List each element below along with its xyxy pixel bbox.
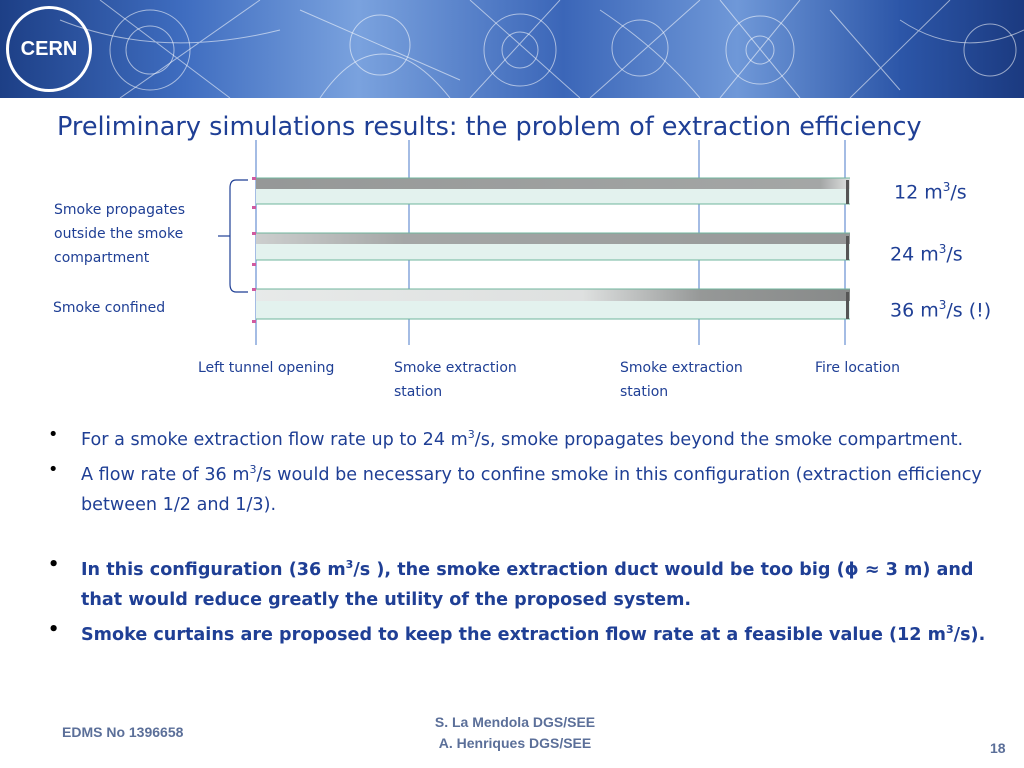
bullet-list <box>48 420 988 649</box>
bullet-4-text-b: /s). <box>953 624 986 645</box>
particle-tracks-image <box>0 0 1024 98</box>
cern-logo-text: CERN <box>20 37 78 60</box>
smoke-propagates-line-2: outside the smoke <box>54 226 184 242</box>
smoke-extraction-station-1-label <box>394 356 517 404</box>
bullet-3-text-a: In this configuration (36 m <box>81 559 346 580</box>
bullet-item-2 <box>48 455 988 520</box>
bullet-3-exponent: 3 <box>345 557 354 571</box>
station-1-line-1: Smoke extraction <box>394 360 517 376</box>
flow-rate-36 <box>890 298 991 321</box>
flow-rate-36-exponent: 3 <box>938 298 947 312</box>
flow-rate-12-exponent: 3 <box>942 180 951 194</box>
bracket-connector <box>210 176 260 296</box>
left-tunnel-opening-label: Left tunnel opening <box>198 360 335 376</box>
header-banner <box>0 0 1024 98</box>
cern-logo <box>6 6 92 92</box>
bullet-1-text-a: For a smoke extraction flow rate up to 24 m <box>81 429 468 450</box>
bullet-dot-icon: • <box>48 619 60 640</box>
bullet-1-text-b: /s, smoke propagates beyond the smoke compartment. <box>474 429 964 450</box>
flow-rate-24 <box>890 242 963 265</box>
station-2-line-2: station <box>620 384 669 400</box>
smoke-confined-label: Smoke confined <box>53 300 166 316</box>
smoke-propagates-line-3: compartment <box>54 250 150 266</box>
flow-rate-12-unit: /s <box>950 181 967 204</box>
bullet-dot-icon: • <box>48 425 59 445</box>
smoke-propagates-line-1: Smoke propagates <box>54 202 185 218</box>
station-2-line-1: Smoke extraction <box>620 360 743 376</box>
bullet-dot-icon: • <box>48 459 59 480</box>
bullet-2-text-b: /s would be necessary to confine smoke in this configuration (extraction efficiency between 1/2 and 1/3). <box>81 464 982 515</box>
station-1-line-2: station <box>394 384 443 400</box>
footer-author-1: S. La Mendola DGS/SEE <box>434 714 596 730</box>
bullet-4-text-a: Smoke curtains are proposed to keep the extraction flow rate at a feasible value (12 m <box>81 624 946 645</box>
bullet-item-1 <box>48 420 988 455</box>
flow-rate-24-exponent: 3 <box>938 242 947 256</box>
flow-rate-12 <box>894 180 967 203</box>
bullet-1-exponent: 3 <box>467 428 475 441</box>
bullet-item-4 <box>48 615 988 650</box>
flow-rate-36-unit: /s (!) <box>946 299 992 322</box>
bullet-3-text-b: /s ), the smoke extraction duct would be too big (ϕ ≈ 3 m) and that would reduce greatly the utility of the proposed system. <box>81 559 974 610</box>
footer-authors <box>400 712 630 754</box>
smoke-propagates-label <box>54 198 185 270</box>
flow-rate-24-value: 24 m <box>890 243 939 266</box>
smoke-extraction-station-2-label <box>620 356 743 404</box>
footer-page-number: 18 <box>990 740 1006 756</box>
bullet-2-exponent: 3 <box>249 462 257 476</box>
flow-rate-12-value: 12 m <box>894 181 943 204</box>
flow-rate-36-value: 36 m <box>890 299 939 322</box>
bullet-2-text-a: A flow rate of 36 m <box>81 464 250 485</box>
page-title: Preliminary simulations results: the problem of extraction efficiency <box>57 112 922 142</box>
fire-location-label: Fire location <box>815 360 900 376</box>
bullet-item-3 <box>48 550 988 615</box>
bullet-4-exponent: 3 <box>946 622 954 636</box>
flow-rate-24-unit: /s <box>946 243 963 266</box>
footer-author-2: A. Henriques DGS/SEE <box>438 735 592 751</box>
bullet-dot-icon: • <box>48 554 60 575</box>
footer-edms: EDMS No 1396658 <box>62 724 184 740</box>
simulation-image <box>250 140 860 345</box>
